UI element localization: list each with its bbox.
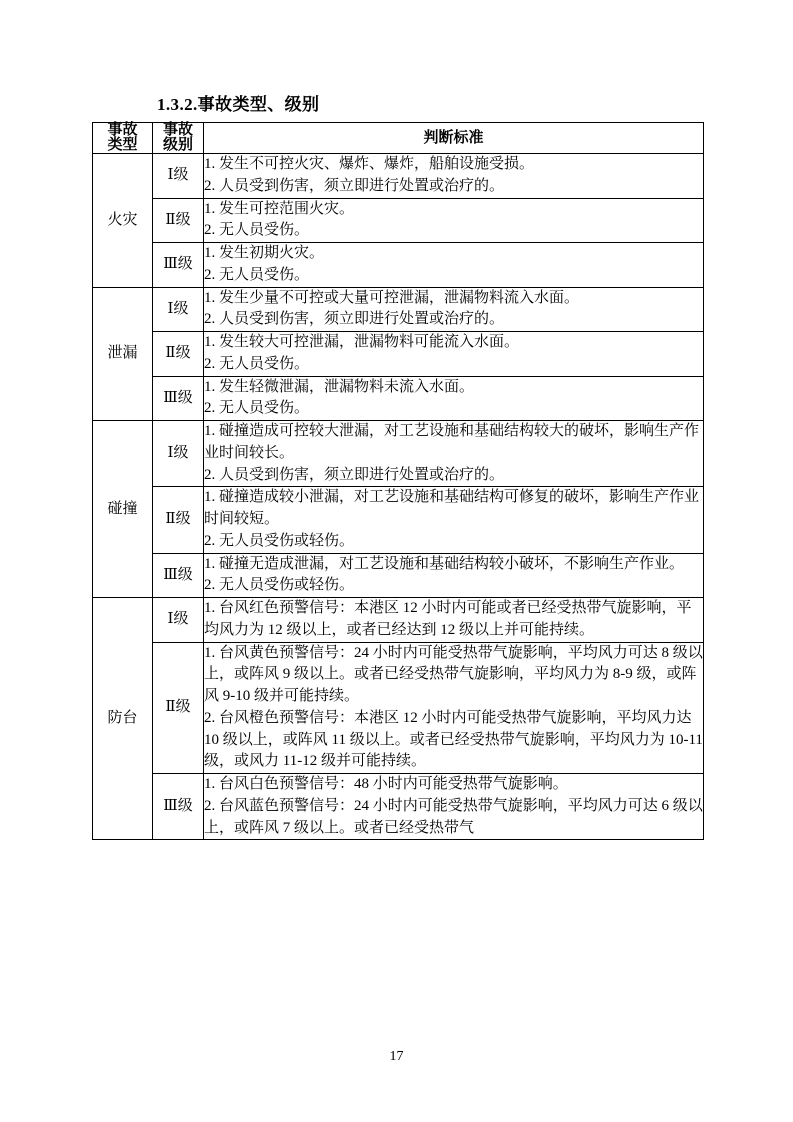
criteria-cell bbox=[204, 243, 704, 288]
criteria-line: 2. 无人员受伤。 bbox=[204, 355, 310, 372]
header-level-line-2: 级别 bbox=[162, 137, 193, 153]
criteria-line: 2. 台风橙色预警信号：本港区 12 小时内可能受热带气旋影响，平均风力达 10 级以上，或阵风 11 级以上。或者已经受热带气旋影响，平均风力为 10-11 级，或风力 11-12 级并可能持续。 bbox=[204, 709, 703, 770]
accident-level-cell: Ⅰ级 bbox=[153, 598, 204, 643]
table-row bbox=[93, 774, 704, 840]
criteria-line: 1. 发生可控范围火灾。 bbox=[204, 200, 355, 217]
criteria-cell bbox=[204, 376, 704, 421]
criteria-line: 2. 人员受到伤害，须立即进行处置或治疗的。 bbox=[204, 466, 505, 483]
criteria-line: 1. 台风白色预警信号：48 小时内可能受热带气旋影响。 bbox=[204, 776, 568, 792]
table-row bbox=[93, 642, 704, 774]
accident-level-cell: Ⅰ级 bbox=[153, 421, 204, 487]
criteria-line: 1. 碰撞无造成泄漏，对工艺设施和基础结构较小破坏，不影响生产作业。 bbox=[204, 555, 685, 572]
accident-type-cell: 防台 bbox=[93, 598, 153, 840]
accident-level-cell: Ⅲ级 bbox=[153, 376, 204, 421]
criteria-cell bbox=[204, 553, 704, 598]
criteria-line: 1. 台风红色预警信号：本港区 12 小时内可能或者已经受热带气旋影响，平均风力为 12 级以上，或者已经达到 12 级以上并可能持续。 bbox=[204, 600, 692, 638]
table-row bbox=[93, 198, 704, 243]
column-header-accident-level bbox=[153, 123, 204, 154]
accident-level-cell: Ⅱ级 bbox=[153, 487, 204, 553]
criteria-line: 2. 无人员受伤。 bbox=[204, 222, 310, 239]
accident-level-cell: Ⅰ级 bbox=[153, 154, 204, 199]
table-row bbox=[93, 287, 704, 332]
table-row bbox=[93, 553, 704, 598]
accident-type-cell: 火灾 bbox=[93, 154, 153, 288]
accident-level-cell: Ⅱ级 bbox=[153, 332, 204, 377]
criteria-line: 1. 发生少量不可控或大量可控泄漏，泄漏物料流入水面。 bbox=[204, 289, 580, 306]
accident-type-cell: 泄漏 bbox=[93, 287, 153, 421]
column-header-accident-type bbox=[93, 123, 153, 154]
header-type-line-2: 类型 bbox=[107, 137, 138, 153]
table-row bbox=[93, 154, 704, 199]
accident-level-cell: Ⅱ级 bbox=[153, 642, 204, 774]
accident-level-cell: Ⅲ级 bbox=[153, 553, 204, 598]
table-row bbox=[93, 332, 704, 377]
criteria-line: 1. 碰撞造成较小泄漏，对工艺设施和基础结构可修复的破坏，影响生产作业时间较短。 bbox=[204, 489, 700, 527]
header-level-line-1: 事故 bbox=[162, 122, 193, 138]
criteria-line: 1. 发生轻微泄漏，泄漏物料未流入水面。 bbox=[204, 378, 475, 395]
criteria-line: 1. 发生较大可控泄漏，泄漏物料可能流入水面。 bbox=[204, 334, 520, 350]
criteria-line: 2. 无人员受伤。 bbox=[204, 400, 310, 417]
table-body bbox=[93, 154, 704, 840]
table-header bbox=[93, 123, 704, 154]
accident-type-level-table bbox=[92, 122, 704, 840]
criteria-line: 2. 人员受到伤害，须立即进行处置或治疗的。 bbox=[204, 177, 505, 194]
criteria-line: 2. 台风蓝色预警信号：24 小时内可能受热带气旋影响，平均风力可达 6 级以上，或阵风 7 级以上。或者已经受热带气 bbox=[204, 797, 703, 836]
criteria-line: 1. 发生不可控火灾、爆炸、爆炸，船舶设施受损。 bbox=[204, 156, 535, 172]
table-row bbox=[93, 243, 704, 288]
accident-level-cell: Ⅲ级 bbox=[153, 243, 204, 288]
criteria-cell bbox=[204, 287, 704, 332]
table-header-row bbox=[93, 123, 704, 154]
criteria-cell bbox=[204, 421, 704, 487]
criteria-line: 1. 台风黄色预警信号：24 小时内可能受热带气旋影响，平均风力可达 8 级以上，或阵风 9 级以上。或者已经受热带气旋影响，平均风力为 8-9 级，或阵风 9-10 级并可能持续。 bbox=[204, 644, 703, 704]
accident-level-cell: Ⅱ级 bbox=[153, 198, 204, 243]
criteria-cell bbox=[204, 642, 704, 774]
accident-level-cell: Ⅲ级 bbox=[153, 774, 204, 840]
table-row bbox=[93, 376, 704, 421]
criteria-line: 1. 碰撞造成可控较大泄漏，对工艺设施和基础结构较大的破坏，影响生产作业时间较长。 bbox=[204, 423, 700, 461]
criteria-line: 2. 无人员受伤。 bbox=[204, 266, 310, 283]
table-row bbox=[93, 487, 704, 553]
criteria-line: 1. 发生初期火灾。 bbox=[204, 245, 325, 261]
criteria-line: 2. 人员受到伤害，须立即进行处置或治疗的。 bbox=[204, 311, 505, 328]
accident-level-cell: Ⅰ级 bbox=[153, 287, 204, 332]
header-type-line-1: 事故 bbox=[107, 122, 138, 138]
column-header-criteria: 判断标准 bbox=[204, 123, 704, 154]
criteria-cell bbox=[204, 332, 704, 377]
accident-type-cell: 碰撞 bbox=[93, 421, 153, 598]
criteria-cell bbox=[204, 774, 704, 840]
criteria-cell bbox=[204, 487, 704, 553]
criteria-line: 2. 无人员受伤或轻伤。 bbox=[204, 577, 355, 594]
criteria-cell bbox=[204, 154, 704, 199]
table-row bbox=[93, 598, 704, 643]
criteria-line: 2. 无人员受伤或轻伤。 bbox=[204, 532, 355, 549]
criteria-cell bbox=[204, 598, 704, 643]
page-number: 17 bbox=[389, 1049, 404, 1064]
section-title: 1.3.2.事故类型、级别 bbox=[157, 95, 320, 114]
table-row bbox=[93, 421, 704, 487]
criteria-cell bbox=[204, 198, 704, 243]
